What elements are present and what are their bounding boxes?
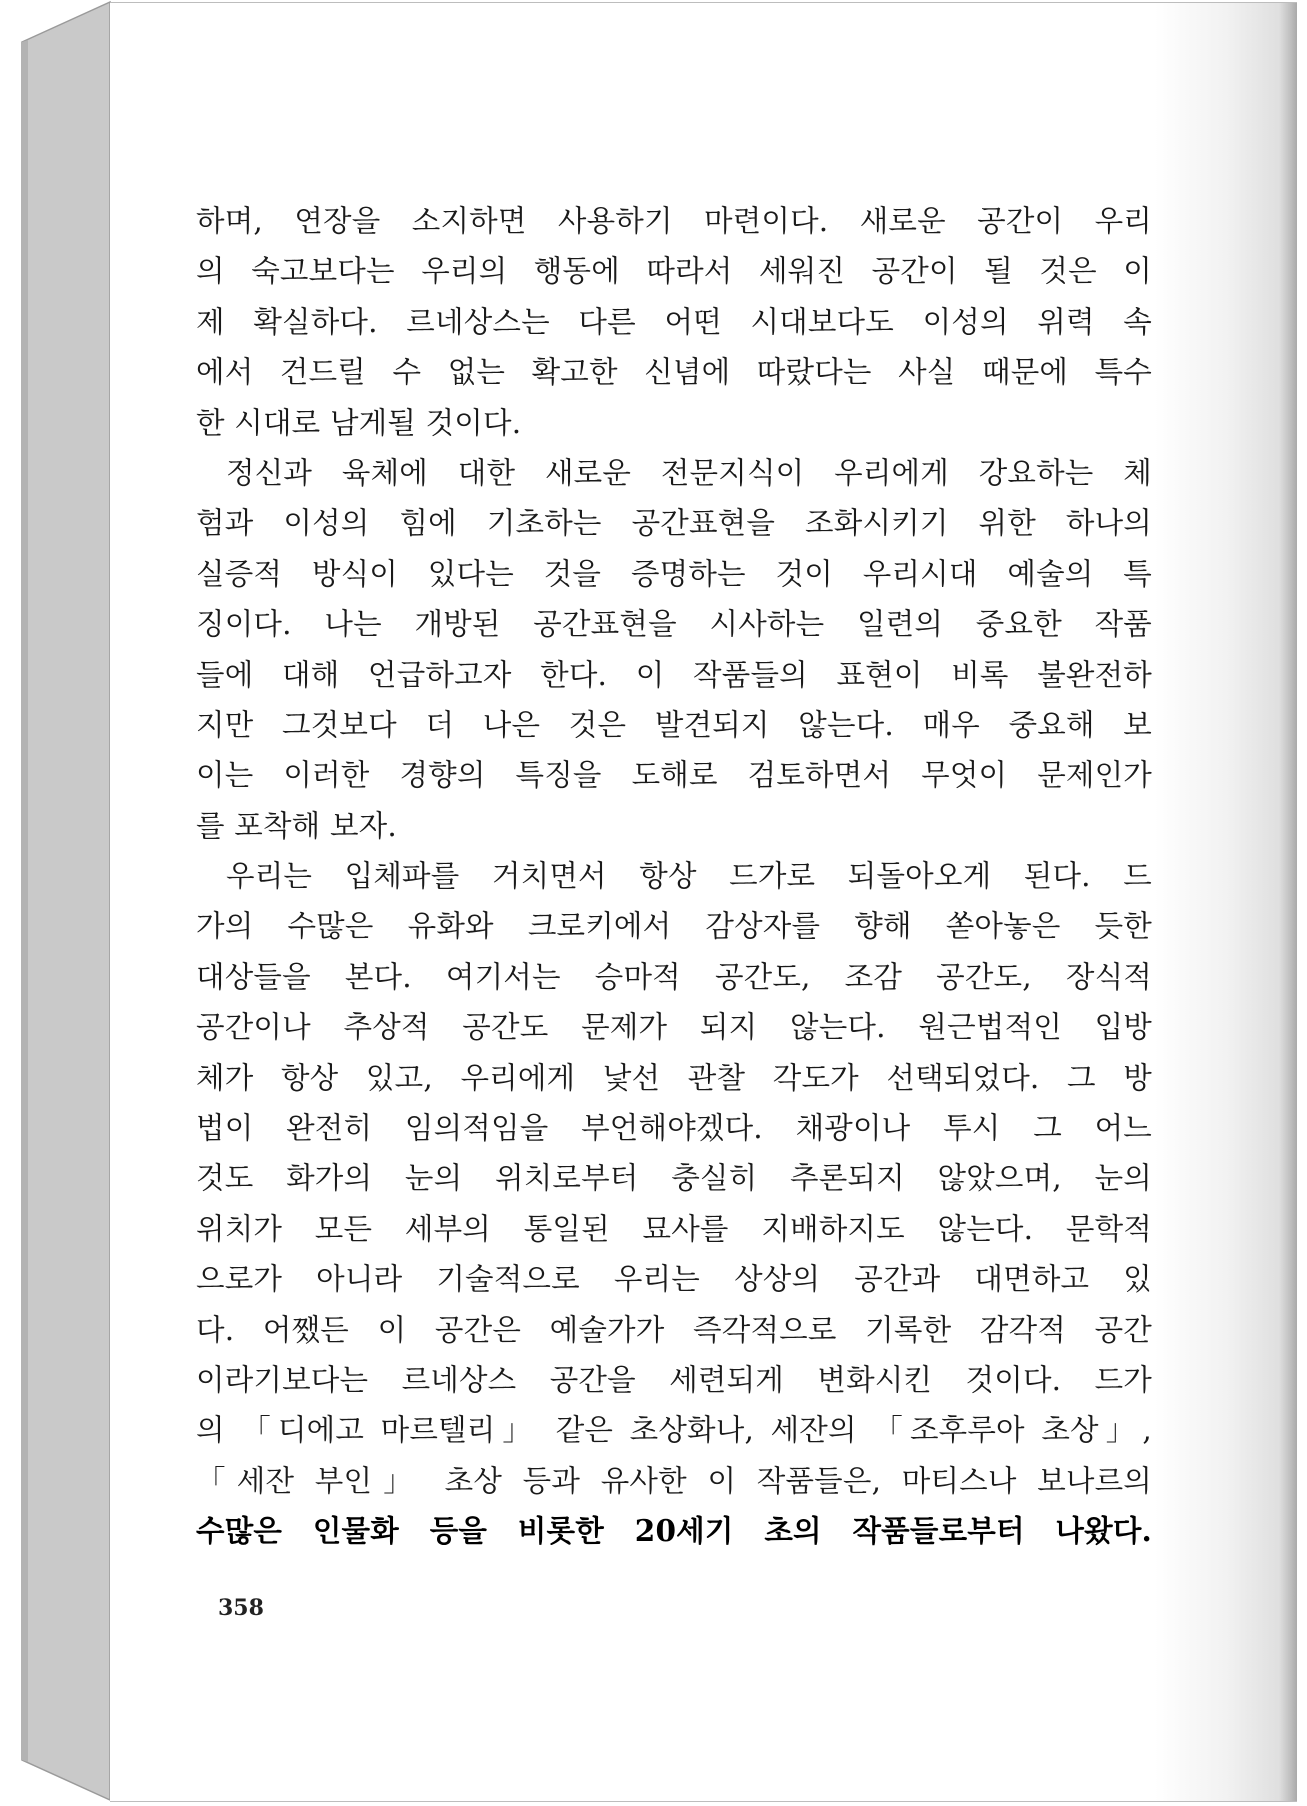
- text-line: 법이 완전히 임의적임을 부언해야겠다. 채광이나 투시 그 어느: [196, 1111, 1152, 1146]
- page-edge-shadow: [1279, 3, 1297, 1801]
- text-line: 것도 화가의 눈의 위치로부터 충실히 추론되지 않았으며, 눈의: [196, 1161, 1152, 1196]
- text-line: 대상들을 본다. 여기서는 승마적 공간도, 조감 공간도, 장식적: [196, 959, 1152, 994]
- text-line: 수많은 인물화 등을 비롯한 20세기 초의 작품들로부터 나왔다.: [196, 1513, 1152, 1549]
- text-line: 이라기보다는 르네상스 공간을 세련되게 변화시킨 것이다. 드가: [196, 1362, 1152, 1397]
- text-line: 공간이나 추상적 공간도 문제가 되지 않는다. 원근법적인 입방: [196, 1010, 1152, 1045]
- text-line: 으로가 아니라 기술적으로 우리는 상상의 공간과 대면하고 있: [196, 1262, 1152, 1297]
- body-text: [196, 196, 1152, 1557]
- text-line: 정신과 육체에 대한 새로운 전문지식이 우리에게 강요하는 체: [226, 455, 1152, 490]
- text-line: 험과 이성의 힘에 기초하는 공간표현을 조화시키기 위한 하나의: [196, 506, 1152, 541]
- text-line: 에서 건드릴 수 없는 확고한 신념에 따랐다는 사실 때문에 특수: [196, 355, 1152, 390]
- text-line: 의 「디에고 마르텔리」 같은 초상화나, 세잔의 「조후루아 초상」,: [196, 1413, 1152, 1448]
- text-line: 들에 대해 언급하고자 한다. 이 작품들의 표현이 비록 불완전하: [196, 657, 1152, 692]
- page-number: 358: [218, 1595, 264, 1621]
- text-line: 이는 이러한 경향의 특징을 도해로 검토하면서 무엇이 문제인가: [196, 758, 1152, 793]
- text-line: 체가 항상 있고, 우리에게 낯선 관찰 각도가 선택되었다. 그 방: [196, 1060, 1152, 1095]
- text-line: 지만 그것보다 더 나은 것은 발견되지 않는다. 매우 중요해 보: [196, 707, 1152, 742]
- text-line: 가의 수많은 유화와 크로키에서 감상자를 향해 쏟아놓은 듯한: [196, 909, 1152, 944]
- text-line: 징이다. 나는 개방된 공간표현을 시사하는 일련의 중요한 작품: [196, 607, 1152, 642]
- text-line: 다. 어쨌든 이 공간은 예술가가 즉각적으로 기록한 감각적 공간: [196, 1312, 1152, 1347]
- text-line: 하며, 연장을 소지하면 사용하기 마련이다. 새로운 공간이 우리: [196, 204, 1152, 238]
- text-line: 제 확실하다. 르네상스는 다른 어떤 시대보다도 이성의 위력 속: [196, 304, 1152, 339]
- text-line: 실증적 방식이 있다는 것을 증명하는 것이 우리시대 예술의 특: [196, 556, 1152, 591]
- text-line: 「세잔 부인」 초상 등과 유사한 이 작품들은, 마티스나 보나르의: [196, 1463, 1152, 1498]
- text-line: 위치가 모든 세부의 통일된 묘사를 지배하지도 않는다. 문학적: [196, 1211, 1152, 1246]
- text-line: 우리는 입체파를 거치면서 항상 드가로 되돌아오게 된다. 드: [226, 859, 1152, 894]
- text-line: 를 포착해 보자.: [196, 808, 397, 843]
- text-line: 한 시대로 남게될 것이다.: [196, 405, 522, 440]
- text-line: 의 숙고보다는 우리의 행동에 따라서 세워진 공간이 될 것은 이: [196, 254, 1152, 289]
